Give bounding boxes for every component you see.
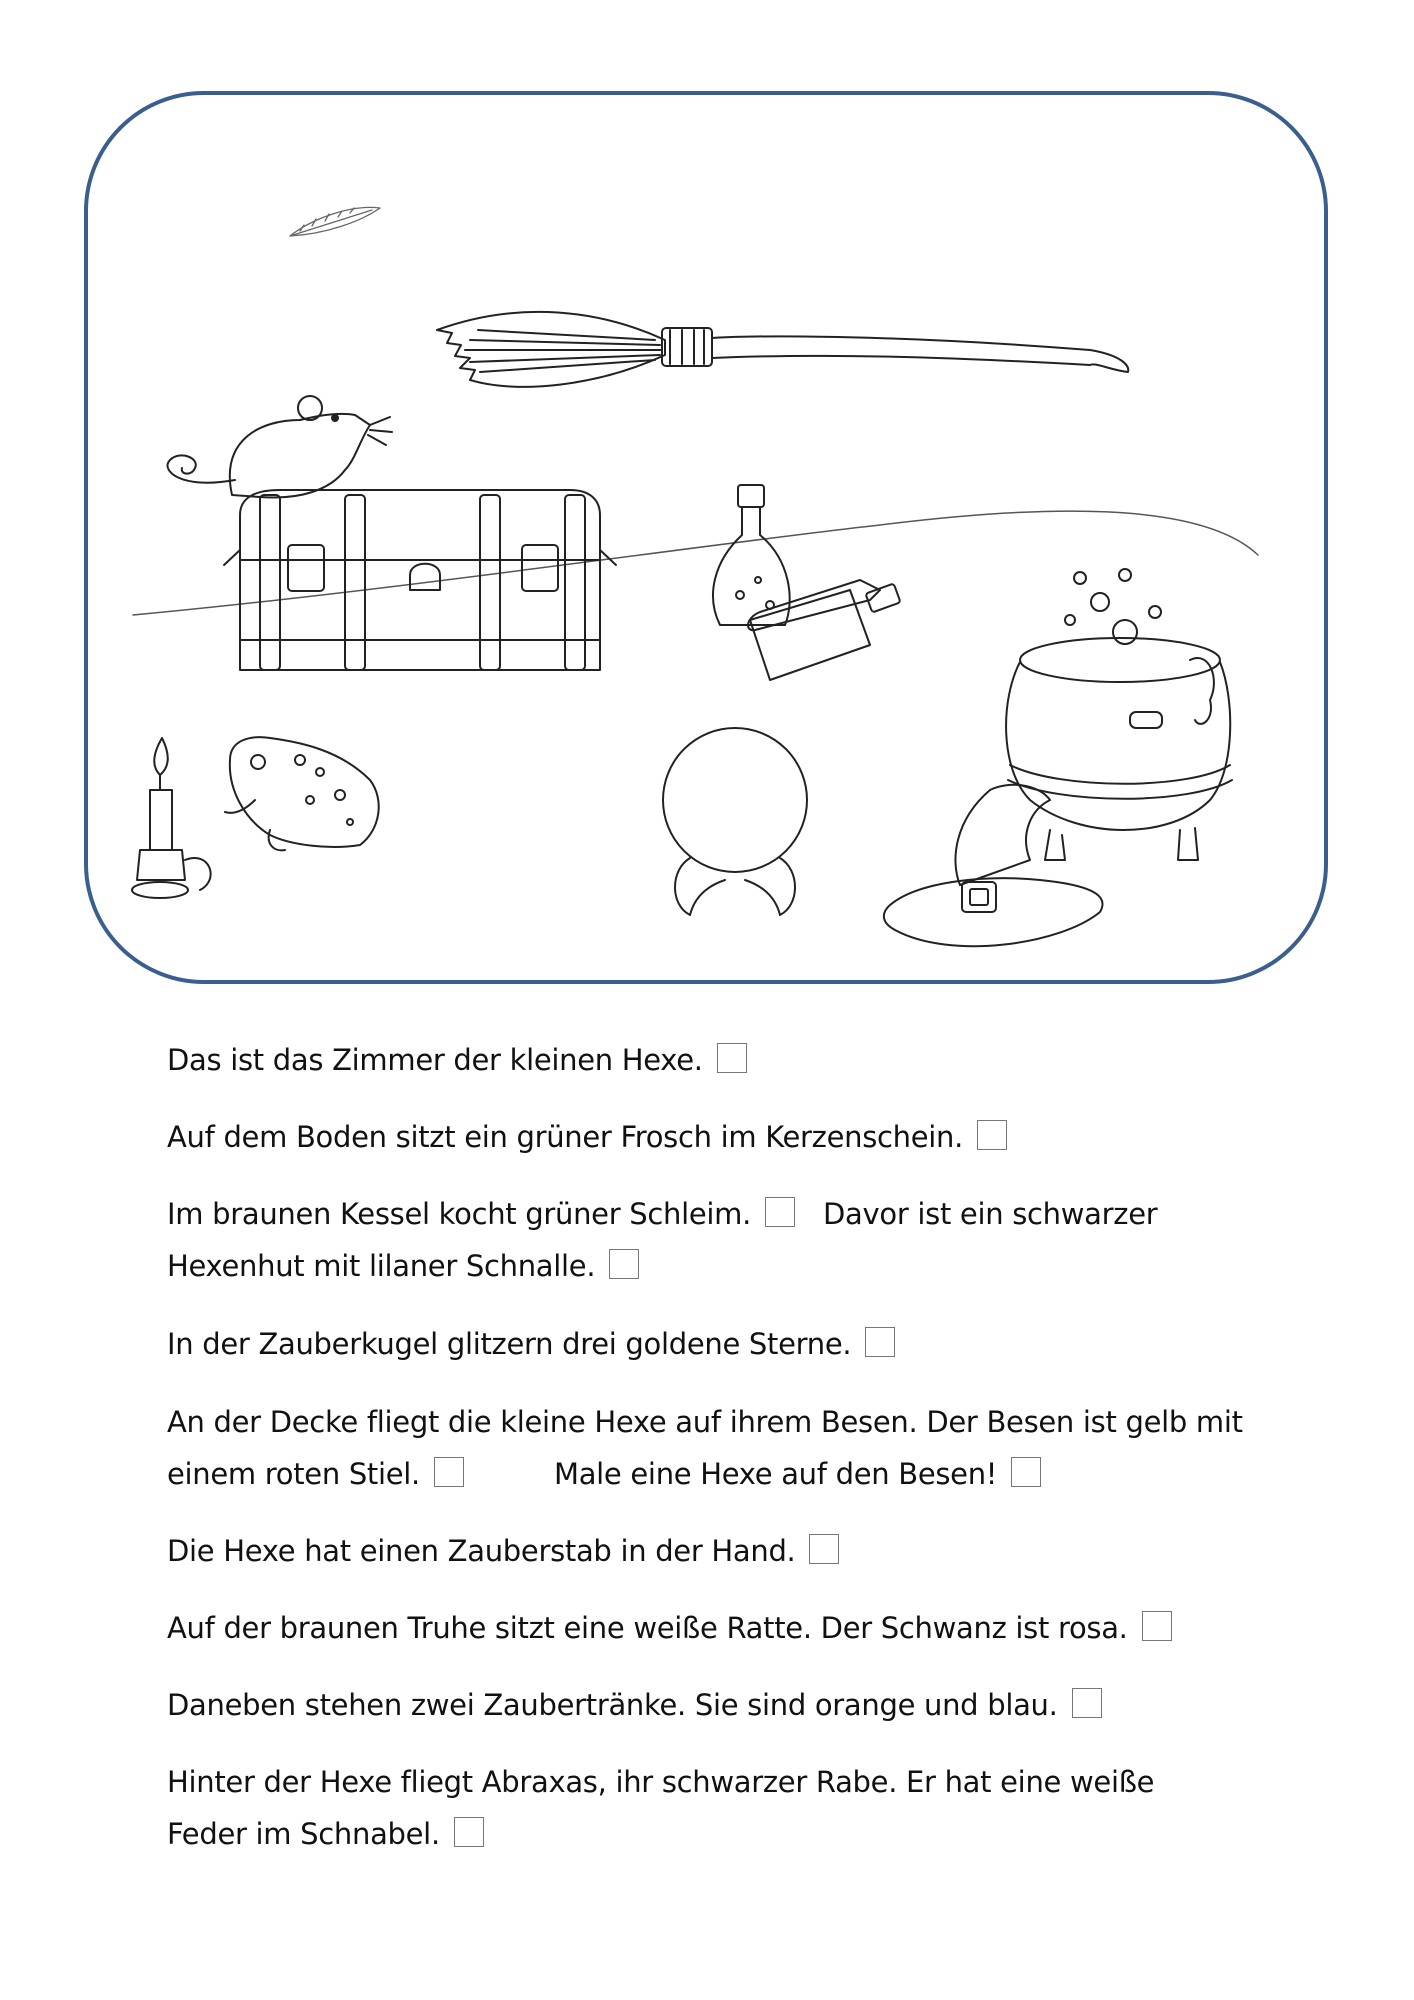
task-7 [167,1602,1287,1654]
cauldron-icon [1006,569,1232,860]
checkbox[interactable] [977,1120,1007,1150]
checkbox[interactable] [809,1534,839,1564]
checkbox[interactable] [1142,1611,1172,1641]
floor-line [133,511,1258,615]
task-4-text: In der Zauberkugel glitzern drei goldene Sterne. [167,1327,852,1361]
frog-icon [225,737,379,850]
task-1 [167,1034,1287,1086]
broom-icon [437,312,1128,387]
task-4 [167,1318,1287,1370]
task-9-text-b: Feder im Schnabel. [167,1817,440,1851]
task-6-text: Die Hexe hat einen Zauberstab in der Hand. [167,1534,796,1568]
checkbox[interactable] [434,1457,464,1487]
candle-icon [132,738,211,898]
feather-icon [290,207,380,236]
task-2 [167,1111,1287,1163]
task-3 [167,1188,1287,1292]
crystal-ball-icon [663,728,807,915]
checkbox[interactable] [765,1197,795,1227]
checkbox[interactable] [1011,1457,1041,1487]
task-5 [167,1396,1287,1500]
task-6 [167,1525,1287,1577]
task-3-text-a: Im braunen Kessel kocht grüner Schleim. [167,1197,752,1231]
task-3-text-c: Hexenhut mit lilaner Schnalle. [167,1249,596,1283]
task-9-text-a: Hinter der Hexe fliegt Abraxas, ihr schwarzer Rabe. Er hat eine weiße [167,1765,1155,1799]
rat-icon [168,396,392,498]
checkbox[interactable] [865,1327,895,1357]
task-7-text: Auf der braunen Truhe sitzt eine weiße Ratte. Der Schwanz ist rosa. [167,1611,1128,1645]
task-2-text: Auf dem Boden sitzt ein grüner Frosch im Kerzenschein. [167,1120,964,1154]
task-1-text: Das ist das Zimmer der kleinen Hexe. [167,1043,703,1077]
task-3-text-b: Davor ist ein schwarzer [823,1197,1158,1231]
checkbox[interactable] [717,1043,747,1073]
task-5-text-c: Male eine Hexe auf den Besen! [553,1457,998,1491]
task-5-text-a: An der Decke fliegt die kleine Hexe auf ihrem Besen. Der Besen ist gelb mit [167,1405,1243,1439]
task-8-text: Daneben stehen zwei Zaubertränke. Sie sind orange und blau. [167,1688,1058,1722]
task-8 [167,1679,1287,1731]
potion-bottle-icon [748,580,900,680]
chest-icon [224,490,616,670]
checkbox[interactable] [454,1817,484,1847]
checkbox[interactable] [609,1249,639,1279]
witch-hat-icon [884,785,1103,946]
task-5-text-b: einem roten Stiel. [167,1457,420,1491]
potion-flask-icon [713,485,790,625]
task-9 [167,1756,1287,1860]
checkbox[interactable] [1072,1688,1102,1718]
